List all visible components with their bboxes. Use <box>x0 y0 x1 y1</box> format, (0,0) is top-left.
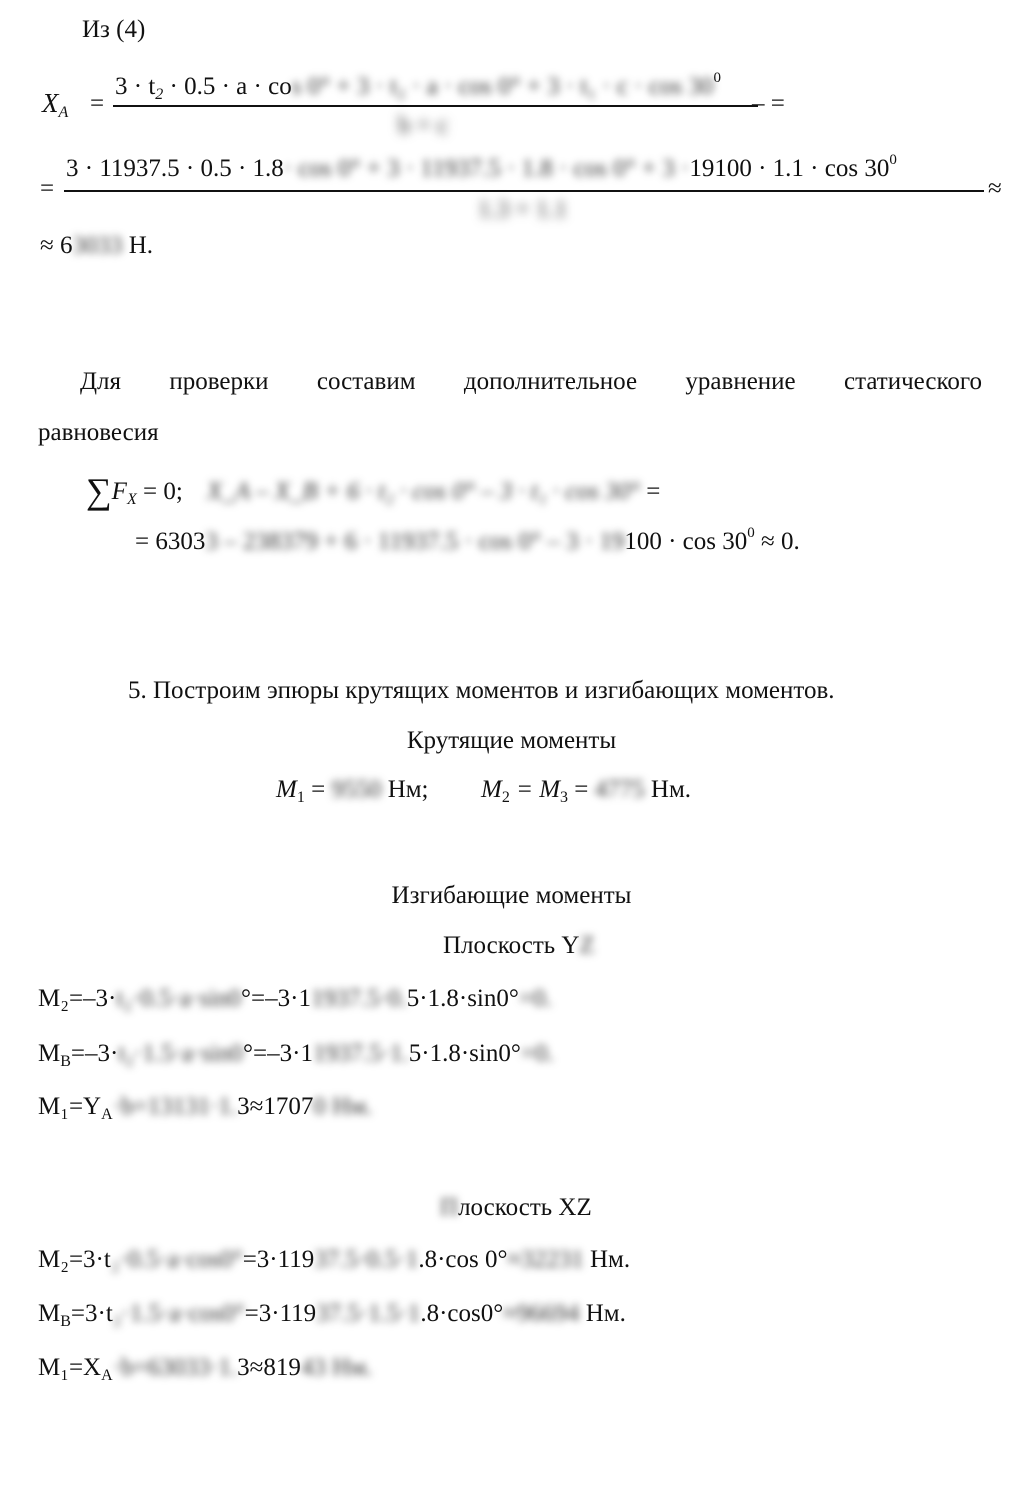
xz-line-m2: M₂=3·t₂·0.5·a·cos0°=3·11937.5·0.5·1.8·cos 0°≈32231 Нм. <box>38 1246 631 1273</box>
formula-num-numerator: $3 \cdot 11937.5 \cdot 0.5 \cdot 1.8\cdot \cos 0^\circ + 3 \cdot 11937.5 \cdot 1.8 \cdot \cos 0^\circ + 3 \cdot 19100 \cdot 1.1 \cdot \cos 30^0$ <box>66 152 897 182</box>
yz-line-mb: $M_B=-3\cdot t_2\cdot 1.5\cdot a\cdot\sin 0^\circ=-3\cdot 11937.5\cdot 1.5\cdot 1.8\cdot\sin 0^\circ=0$. <box>38 1040 554 1070</box>
sum-equation: $\sum F_X = 0$; X_A – X_B + 6 · t₂ · cos 0° – 3 · t₁ · cos 30° = <box>86 471 661 511</box>
check-paragraph-line2: равновесия <box>38 419 159 446</box>
plane-yz-heading: Плоскость YZ <box>443 932 595 959</box>
intro-text: Из (4) <box>82 16 146 43</box>
xz-line-m1: $M_1=X_A\cdot b=63033\cdot 1.3\approx 81943$ Нм. <box>38 1354 373 1384</box>
formula-xa-denominator: b + c <box>398 112 449 139</box>
formula-num-fraction-bar <box>64 190 984 192</box>
plane-xz-heading: Плоскость XZ <box>440 1194 592 1221</box>
check-paragraph-line1: Для проверки составим дополнительное уравнение статического <box>80 368 982 395</box>
torque-values: $M_1 = 9550$ Нм; $M_2 = M_3 = 4775$ Нм. <box>276 776 692 806</box>
yz-line-m2: M₂=–3·t₂·0.5·a·sin0°=–3·11937.5·0.5·1.8·sin0°=0. <box>38 985 552 1012</box>
formula-xa-fraction-bar <box>113 105 758 107</box>
result-xa: ≈ 63033 Н. <box>40 232 154 259</box>
section-5-title: 5. Построим эпюры крутящих моментов и изгибающих моментов. <box>128 677 835 704</box>
xz-line-mb: $M_B=3\cdot t_2\cdot 1.5\cdot a\cdot\cos 0^\circ=3\cdot 11937.5\cdot 1.5\cdot 1.8\cdot\cos 0^\circ\approx 96694$ Нм. <box>38 1300 626 1330</box>
torque-heading: Крутящие моменты <box>406 727 617 754</box>
bending-heading: Изгибающие моменты <box>391 882 632 909</box>
formula-xa-numerator: $3 \cdot t_2 \cdot 0.5 \cdot a \cdot \cos 0^\circ + 3 \cdot t_2 \cdot a \cdot \cos 0^\circ + 3 \cdot t_1 \cdot c \cdot \cos 30^0$ <box>115 70 721 103</box>
formula-xa-lhs: $X_A$ <box>42 88 69 121</box>
formula-num-approx: ≈ <box>988 175 1002 202</box>
sum-equation-numeric: = $63033 - 238379 + 6 \cdot 11937.5 \cdot \cos 0^\circ - 3 \cdot 19100 \cdot \cos 30^0 \approx 0$. <box>135 525 800 555</box>
yz-line-m1: $M_1=Y_A\cdot b=13131\cdot 1.3\approx 17070$ Нм. <box>38 1093 373 1123</box>
formula-xa-tail: – = <box>752 90 785 117</box>
formula-xa-equals: = <box>90 90 105 117</box>
formula-num-denominator: 1.3 + 1.1 <box>478 196 568 223</box>
formula-num-equals: = <box>40 175 55 202</box>
